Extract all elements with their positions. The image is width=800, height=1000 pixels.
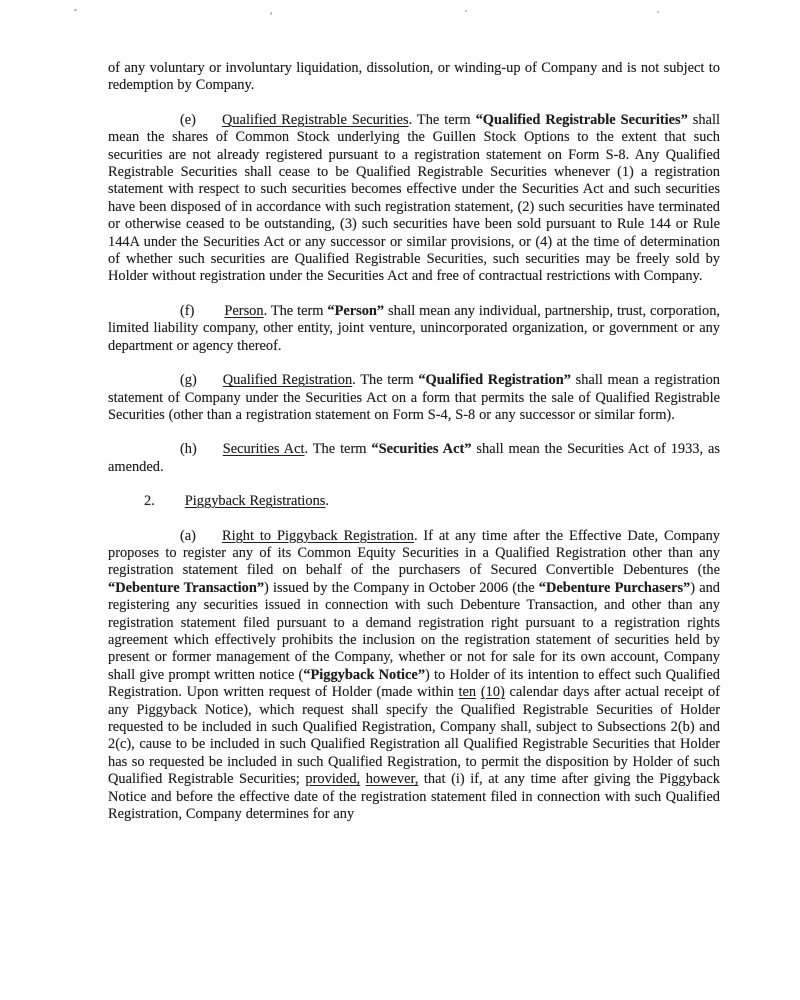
text-run: provided, [305,771,361,788]
tab-indent [108,539,180,540]
text-run: . If at any time after the Effective Date, Company proposes to register any of its Common Equity Securities in a Qualified Registration other than any registration statement filed on behalf of the purchasers of Secured Convertible Debentures (the [108,527,720,579]
text-run: Right to Piggyback Registration [221,527,414,544]
text-run: “Qualified Registration” [418,372,571,389]
tab-indent [194,314,224,315]
text-run: Qualified Registration [222,372,353,389]
para-a-right-to-piggyback [108,528,720,824]
text-run: however, [365,771,419,788]
scan-speckle [74,9,77,11]
tab-indent [108,123,180,124]
text-run: ten [458,684,477,701]
text-run: 2. [144,493,155,510]
scan-speckle [657,11,659,13]
tab-indent [197,383,223,384]
para-h-securities-act [108,441,720,476]
text-run: Person [224,302,264,319]
text-run: Securities Act [222,441,305,458]
text-run: . [325,493,330,510]
document-body [108,60,720,823]
para-g-qualified-registration [108,372,720,424]
text-run: “Person” [327,302,385,319]
text-run: shall mean the shares of Common Stock underlying the Guillen Stock Options to the extent that such securities are not already registered pursuant to a registration statement on Form S-8. Any Qualified Registrable Securities shall cease to be Qualified Registrable Securities whenever (1) a registration statement with respect to such securities becomes effective under the Securities Act and such securities have been disposed of in accordance with such registration statement, (2) such securities have terminated or otherwise ceased to be outstanding, (3) such securities have been sold pursuant to Rule 144 or Rule 144A under the Securities Act or any successor or similar provisions, or (4) at the time of determination of whether such securities are Qualified Registrable Securities, such securities may be freely sold by Holder without registration under the Securities Act and free of contractual restrictions with Company. [108,111,720,285]
text-run: (g) [180,372,197,389]
tab-indent [108,383,180,384]
text-run: shall mean a registration statement of Company under the Securities Act on a form that permits the sale of Qualified Registrable Securities (other than a registration statement on Form S-4, S-8 or any successor or similar form). [108,372,720,423]
para-f-person [108,303,720,355]
text-run: shall mean the Securities Act of 1933, as amended. [108,441,720,475]
text-run: “Securities Act” [371,441,472,458]
text-run: . The term [304,441,372,458]
text-run: Qualified Registrable Securities [221,111,409,128]
para-section-2-heading [108,493,720,510]
para-continuation-liquidation [108,60,720,95]
text-run: “Debenture Transaction” [108,579,265,596]
text-run: (h) [180,441,197,458]
text-run: . The term [408,111,476,128]
tab-indent [196,123,222,124]
para-e-qualified-registrable-securities [108,112,720,286]
text-run: “Debenture Purchasers” [538,579,691,596]
text-run: ) to Holder of its intention to effect such Qualified Registration. Upon written request of Holder (made within [108,666,720,701]
text-run: . The term [352,372,419,389]
text-run: . The term [263,302,328,319]
scan-speckle [270,12,272,15]
tab-indent [108,314,180,315]
text-run: (10) [480,684,505,701]
scan-speckle [465,10,467,12]
text-run: Piggyback Registrations [184,493,326,510]
text-run: shall mean any individual, partnership, trust, corporation, limited liability company, other entity, joint venture, unincorporated organization, or government or any department or agency thereof. [108,302,720,354]
text-run: (e) [180,111,196,128]
tab-indent [155,504,185,505]
text-run: (a) [180,527,196,544]
text-run: of any voluntary or involuntary liquidation, dissolution, or winding-up of Company and is not subject to redemption by Company. [108,60,720,94]
tab-indent [108,504,144,505]
text-run: calendar days after actual receipt of any Piggyback Notice), which request shall specify the Qualified Registrable Securities of Holder requested to be included in such Qualified Registration, Company shall, subject to Subsections 2(b) and 2(c), cause to be included in such Qualified Registration all Qualified Registrable Securities that Holder has so requested be included in such Qualified Registration, to permit the disposition by Holder of such Qualified Registrable Securities; [108,684,720,788]
text-run: ) issued by the Company in October 2006 (the [264,579,539,596]
tab-indent [196,539,222,540]
text-run: that (i) if, at any time after giving the Piggyback Notice and before the effective date of the registration statement filed in connection with such Qualified Registration, Company determines for any [108,771,720,823]
text-run: “Qualified Registrable Securities” [475,111,688,128]
tab-indent [197,452,223,453]
text-run: (f) [180,302,195,319]
text-run: ) and registering any securities issued in connection with such Debenture Transaction, and other than any registration statement filed pursuant to a demand registration right pursuant to a registration rights agreement which effectively prohibits the inclusion on the registration statement of securities held by present or former management of the Company, whether or not for sale for its own account, Company shall give prompt written notice ( [108,579,720,683]
tab-indent [108,452,180,453]
text-run: “Piggyback Notice” [303,666,426,683]
